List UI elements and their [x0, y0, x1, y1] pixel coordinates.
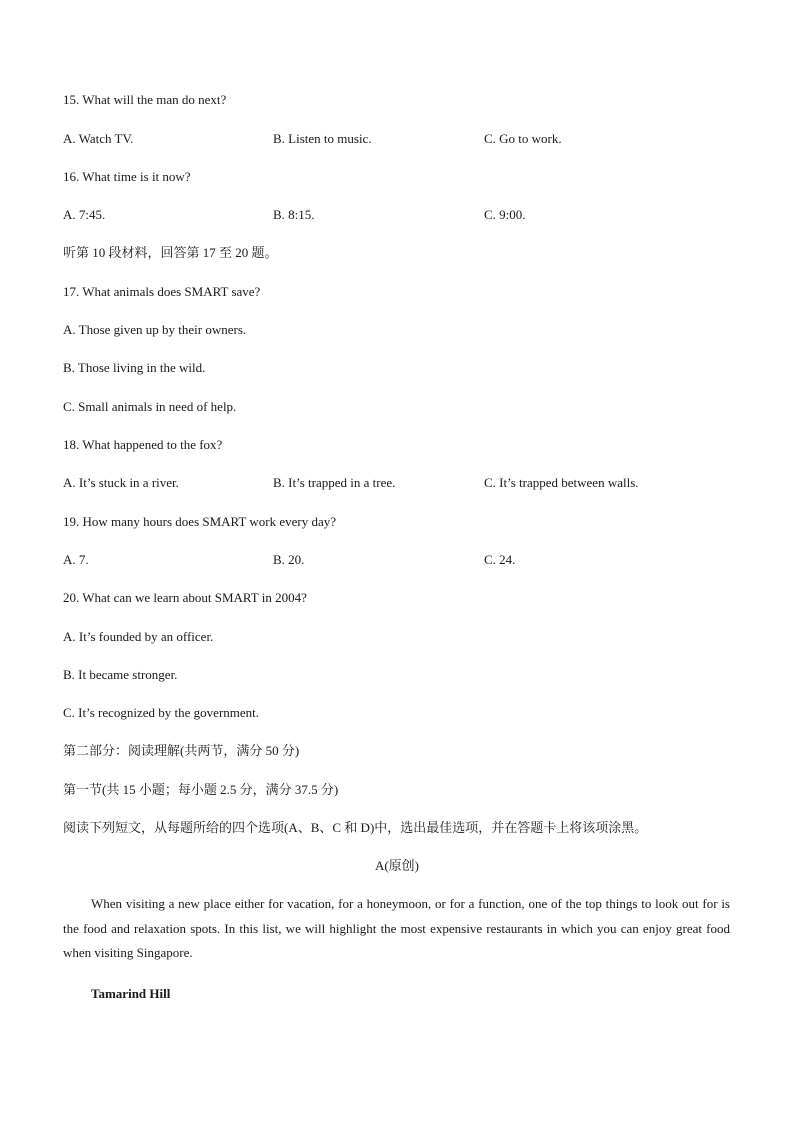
option-19-c: C. 24. — [484, 552, 516, 567]
option-19-b: B. 20. — [273, 552, 305, 567]
option-19-a: A. 7. — [63, 552, 89, 567]
option-16-b: B. 8:15. — [273, 207, 315, 222]
question-15: 15. What will the man do next? — [63, 92, 227, 107]
option-16-a: A. 7:45. — [63, 207, 106, 222]
option-17-a: A. Those given up by their owners. — [63, 322, 247, 337]
passage-title: A(原创) — [374, 858, 420, 873]
option-20-c: C. It’s recognized by the government. — [63, 705, 260, 720]
option-16-c: C. 9:00. — [484, 207, 526, 222]
section-1-title: 第一节(共 15 小题；每小题 2.5 分，满分 37.5 分) — [63, 782, 339, 797]
option-18-c: C. It’s trapped between walls. — [484, 475, 639, 490]
options-18 — [63, 475, 723, 491]
subheading-tamarind-hill: Tamarind Hill — [91, 986, 171, 1001]
question-19: 19. How many hours does SMART work every day? — [63, 514, 337, 529]
option-20-b: B. It became stronger. — [63, 667, 178, 682]
option-15-a: A. Watch TV. — [63, 131, 134, 146]
options-16 — [63, 207, 723, 223]
passage-paragraph: When visiting a new place either for vacation, for a honeymoon, or for a function, one of the top things to look out for is the food and relaxation spots. In this list, we will highlight the most expensive restaurants in which you can enjoy great food when visiting Singapore. — [63, 896, 730, 960]
option-17-c: C. Small animals in need of help. — [63, 399, 237, 414]
option-18-a: A. It’s stuck in a river. — [63, 475, 179, 490]
options-15 — [63, 131, 723, 147]
question-16: 16. What time is it now? — [63, 169, 191, 184]
option-18-b: B. It’s trapped in a tree. — [273, 475, 396, 490]
part-2-title: 第二部分：阅读理解(共两节，满分 50 分) — [63, 743, 300, 758]
question-17: 17. What animals does SMART save? — [63, 284, 261, 299]
options-19 — [63, 552, 723, 568]
option-15-b: B. Listen to music. — [273, 131, 372, 146]
option-20-a: A. It’s founded by an officer. — [63, 629, 214, 644]
section-10-instruction: 听第 10 段材料，回答第 17 至 20 题。 — [63, 245, 278, 260]
option-17-b: B. Those living in the wild. — [63, 360, 206, 375]
option-15-c: C. Go to work. — [484, 131, 562, 146]
reading-instruction: 阅读下列短文，从每题所给的四个选项(A、B、C 和 D)中，选出最佳选项，并在答题卡上将该项涂黑。 — [63, 820, 648, 835]
question-20: 20. What can we learn about SMART in 2004? — [63, 590, 307, 605]
question-18: 18. What happened to the fox? — [63, 437, 223, 452]
